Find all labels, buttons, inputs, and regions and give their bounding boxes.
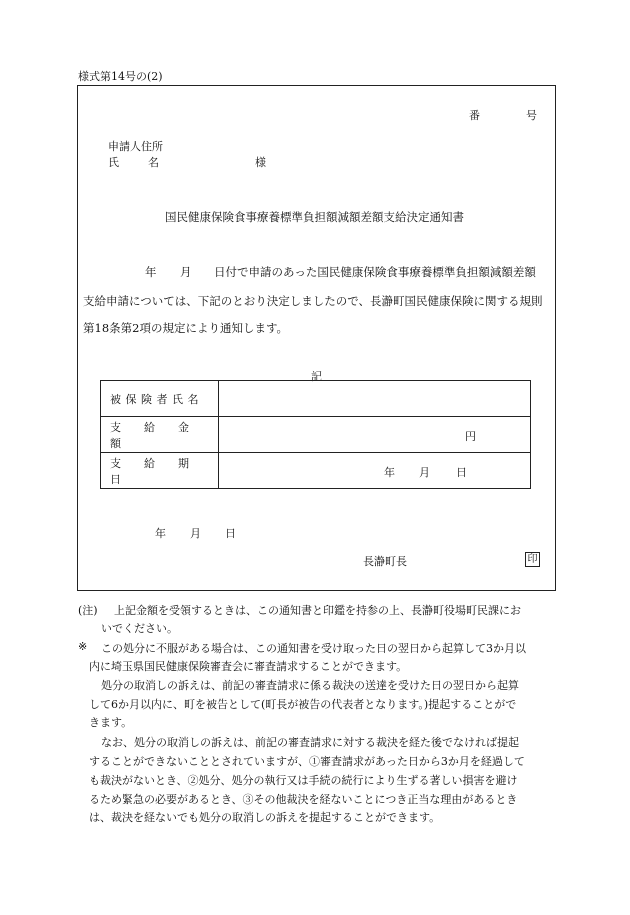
note-3-line-c: きます。: [89, 716, 133, 729]
note-4-line-e: は、裁決を経ないでも処分の取消しの訴えを提起することができます。: [89, 811, 441, 824]
town-mayor: 長瀞町長: [363, 555, 407, 568]
note-4-line-b: することができないこととされていますが、①審査請求があった日から3か月を経過して: [89, 755, 525, 768]
issue-month: 月: [190, 527, 201, 540]
amount-value: [219, 417, 531, 453]
table-row: [101, 417, 531, 453]
issue-year: 年: [155, 527, 166, 540]
note-3-line-b: して6か月以内に、町を被告として(町長が被告の代表者となります。)提起することがで: [89, 698, 517, 711]
document-title: 国民健康保険食事療養標準負担額減額差額支給決定通知書: [165, 210, 464, 224]
payment-day: 日: [456, 466, 467, 479]
payment-date-value: [219, 453, 531, 489]
applicant-name-label-2: 名: [148, 156, 159, 169]
note-1-line-b: いでください。: [101, 622, 178, 635]
ki-heading: 記: [311, 370, 322, 383]
insured-name-label-cell: [101, 381, 219, 417]
note-4-line-d: るため緊急の必要があるとき、③その他裁決を経ないことにつき正当な理由があるとき: [89, 793, 518, 806]
note-3-line-a: 処分の取消しの訴えは、前記の審査請求に係る裁決の送達を受けた日の翌日から起算: [101, 679, 519, 692]
insured-name-label: 被保険者氏名: [110, 392, 203, 406]
note-4-line-c: も裁決がないとき、②処分、処分の執行又は手続の続行により生ずる著しい損害を避け: [89, 774, 518, 787]
amount-label-cell: [101, 417, 219, 453]
payment-month: 月: [419, 466, 430, 479]
seal-mark: 印: [525, 552, 540, 567]
applicant-address-label: 申請人住所: [108, 140, 163, 153]
payment-year: 年: [384, 466, 395, 479]
table-row: [101, 453, 531, 489]
form-number: 様式第14号の(2): [78, 70, 163, 83]
body-line-2: 支給申請については、下記のとおり決定しましたので、長瀞町国民健康保険に関する規則: [83, 294, 543, 308]
honorific-sama: 様: [255, 156, 266, 169]
note-2-line-a: この処分に不服がある場合は、この通知書を受け取った日の翌日から起算して3か月以: [101, 642, 526, 655]
table-row: [101, 381, 531, 417]
note-4-line-a: なお、処分の取消しの訴えは、前記の審査請求に対する裁決を経た後でなければ提起: [101, 736, 519, 749]
body-line-1: 日付で申請のあった国民健康保険食事療養標準負担額減額差額: [214, 265, 536, 279]
number-label-go: 号: [526, 109, 537, 122]
note-2-mark: ※: [78, 640, 88, 653]
insured-name-value: [219, 381, 531, 417]
amount-label: 支給金額: [110, 420, 212, 450]
applicant-name-label-1: 氏: [108, 156, 119, 169]
note-2-line-b: 内に埼玉県国民健康保険審査会に審査請求することができます。: [89, 660, 408, 673]
body-year: 年: [145, 265, 157, 279]
details-table: [100, 380, 531, 489]
body-line-3: 第18条第2項の規定により通知します。: [83, 321, 289, 335]
note-1-line-a: 上記金額を受領するときは、この通知書と印鑑を持参の上、長瀞町役場町民課にお: [114, 604, 521, 617]
note-1-mark: (注): [78, 604, 98, 617]
body-month: 月: [180, 265, 192, 279]
payment-date-label-cell: [101, 453, 219, 489]
number-label-ban: 番: [469, 109, 480, 122]
payment-date-label: 支給期日: [110, 456, 212, 486]
issue-day: 日: [225, 527, 236, 540]
yen-unit: 円: [465, 430, 476, 443]
